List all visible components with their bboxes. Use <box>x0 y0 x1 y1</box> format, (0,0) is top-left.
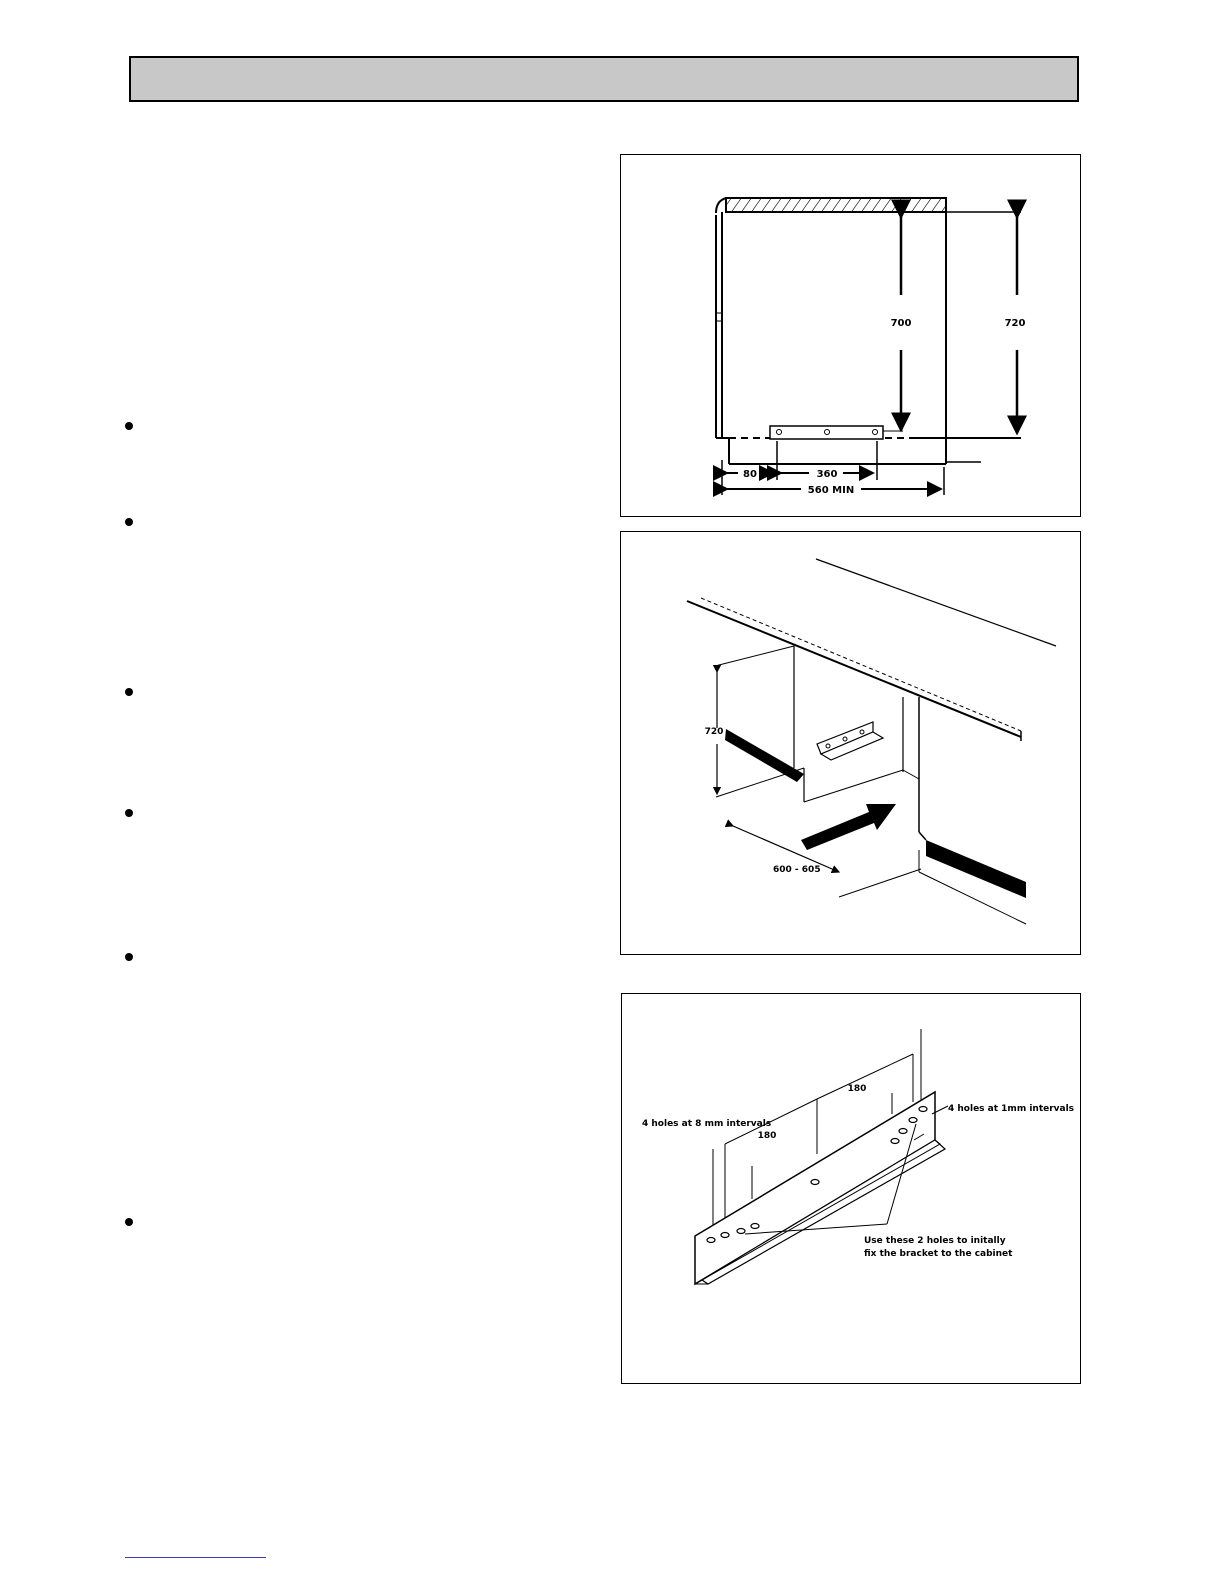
cabinet-perspective-drawing <box>621 532 1082 956</box>
bullet-6 <box>125 1218 133 1226</box>
dim-600-605-label: 600 - 605 <box>773 865 821 875</box>
bullet-1 <box>125 422 133 430</box>
dim-80-label: 80 <box>743 469 757 480</box>
dim-360-label: 360 <box>816 469 838 480</box>
left-plinth <box>725 729 804 782</box>
worktop <box>726 198 946 212</box>
left-holes-label: 4 holes at 8 mm intervals <box>642 1119 772 1129</box>
right-plinth <box>926 840 1026 898</box>
bullet-2 <box>125 518 133 526</box>
dim-720-label: 720 <box>1004 318 1026 329</box>
section-header-bar <box>129 56 1079 102</box>
bracket-detail-diagram <box>621 993 1081 1384</box>
bracket-note-line-2: fix the bracket to the cabinet <box>864 1249 1013 1259</box>
mounting-bracket <box>770 426 883 439</box>
dim-180-top-label: 180 <box>847 1084 867 1094</box>
insert-direction-arrow <box>801 804 896 850</box>
bullet-5 <box>125 953 133 961</box>
bracket-note-line-1: Use these 2 holes to initally <box>864 1236 1006 1246</box>
dim-180-bottom-label: 180 <box>757 1131 777 1141</box>
bracket-detail-drawing <box>622 994 1082 1385</box>
dim-700-label: 700 <box>890 318 912 329</box>
cabinet-front-diagram <box>620 154 1081 517</box>
cabinet-front-drawing <box>621 155 1082 518</box>
bullet-4 <box>125 809 133 817</box>
footer-underline <box>125 1557 266 1558</box>
bullet-3 <box>125 688 133 696</box>
dim-720-perspective-label: 720 <box>704 727 724 737</box>
right-holes-label: 4 holes at 1mm intervals <box>948 1104 1075 1114</box>
cabinet-perspective-diagram <box>620 531 1081 955</box>
dim-560-label: 560 MIN <box>807 485 855 496</box>
